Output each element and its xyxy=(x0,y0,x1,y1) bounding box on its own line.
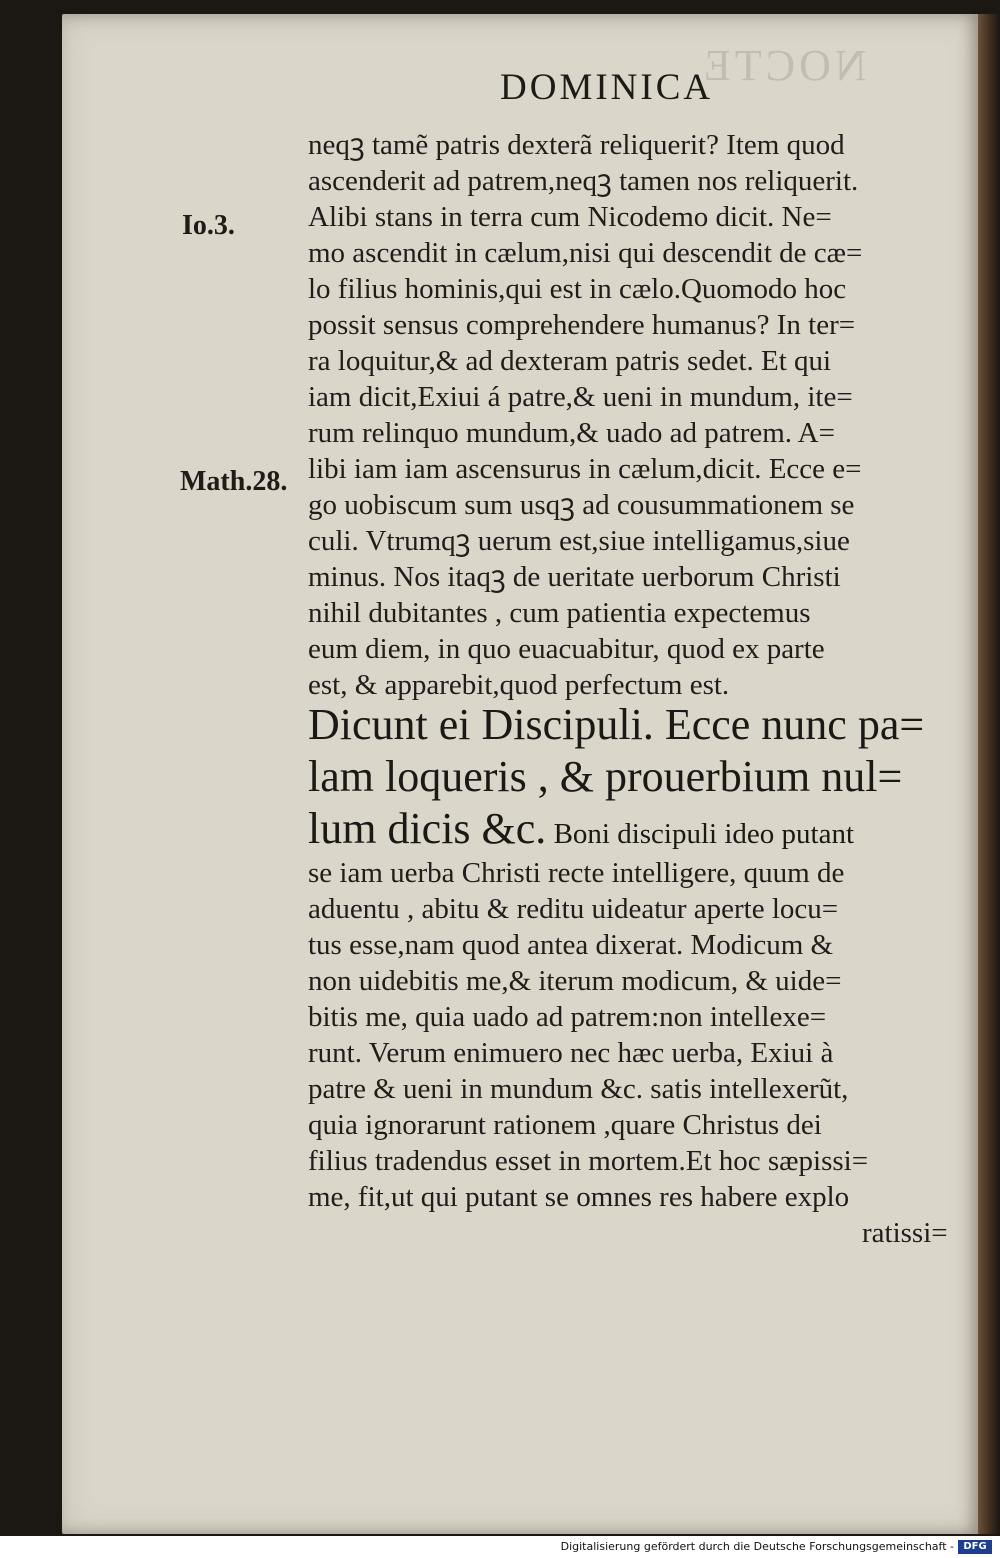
lemma-line: Dicunt ei Discipuli. Ecce nunc pa= xyxy=(308,700,925,749)
body-line: nihil dubitantes , cum patientia expectemus xyxy=(308,597,811,629)
body-line: possit sensus comprehendere humanus? In ter= xyxy=(308,309,856,341)
commentary-line: tus esse,nam quod antea dixerat. Modicum & xyxy=(308,929,834,961)
commentary-line: me, fit,ut qui putant se omnes res habere explo xyxy=(308,1181,850,1213)
commentary-line: bitis me, quia uado ad patrem:non intellexe= xyxy=(308,1001,827,1033)
body-line: eum diem, in quo euacuabitur, quod ex parte xyxy=(308,633,825,665)
commentary-line: runt. Verum enimuero nec hæc uerba, Exiui à xyxy=(308,1037,834,1069)
catchword: ratissi= xyxy=(862,1217,948,1249)
lemma-tail: Boni discipuli ideo putant xyxy=(546,818,855,850)
commentary-line: quia ignorarunt rationem ,quare Christus dei xyxy=(308,1109,822,1141)
page-edge xyxy=(978,14,1000,1534)
body-line: est, & apparebit,quod perfectum est. xyxy=(308,669,730,701)
body-line: ascenderit ad patrem,neqꝫ tamen nos reliquerit. xyxy=(308,165,859,197)
margin-note-io3: Io.3. xyxy=(182,210,235,241)
lemma-line: lam loqueris , & prouerbium nul= xyxy=(308,752,903,801)
commentary-line: non uidebitis me,& iterum modicum, & uide= xyxy=(308,965,842,997)
dfg-logo: DFG xyxy=(958,1540,992,1554)
body-line: rum relinquo mundum,& uado ad patrem. A= xyxy=(308,417,835,449)
commentary-line: patre & ueni in mundum &c. satis intellexerũt, xyxy=(308,1073,849,1105)
lemma-line xyxy=(308,804,854,859)
commentary-line: se iam uerba Christi recte intelligere, quum de xyxy=(308,857,845,889)
body-line: libi iam iam ascensurus in cælum,dicit. Ecce e= xyxy=(308,453,862,485)
footer-bar xyxy=(0,1536,1000,1558)
commentary-line: filius tradendus esset in mortem.Et hoc sæpissi= xyxy=(308,1145,869,1177)
body-line: minus. Nos itaqꝫ de ueritate uerborum Christi xyxy=(308,561,841,593)
body-line: Alibi stans in terra cum Nicodemo dicit. Ne= xyxy=(308,201,832,233)
lemma-line-text: lum dicis &c. xyxy=(308,804,547,853)
body-line: neqꝫ tamẽ patris dexterã reliquerit? Item quod xyxy=(308,129,845,161)
body-line: ra loquitur,& ad dexteram patris sedet. Et qui xyxy=(308,345,832,377)
body-line: iam dicit,Exiui á patre,& ueni in mundum, ite= xyxy=(308,381,853,413)
show-through-text: NOCTE xyxy=(700,41,867,90)
margin-note-math28: Math.28. xyxy=(180,466,288,497)
running-head: DOMINICA xyxy=(500,67,714,108)
footer-credit: Digitalisierung gefördert durch die Deutsche Forschungsgemeinschaft - xyxy=(560,1540,954,1553)
body-line: go uobiscum sum usqꝫ ad cousummationem se xyxy=(308,489,855,521)
body-line: mo ascendit in cælum,nisi qui descendit de cæ= xyxy=(308,237,863,269)
body-line: lo filius hominis,qui est in cælo.Quomodo hoc xyxy=(308,273,847,305)
body-line: culi. Vtrumqꝫ uerum est,siue intelligamus,siue xyxy=(308,525,850,557)
commentary-line: aduentu , abitu & reditu uideatur aperte locu= xyxy=(308,893,839,925)
